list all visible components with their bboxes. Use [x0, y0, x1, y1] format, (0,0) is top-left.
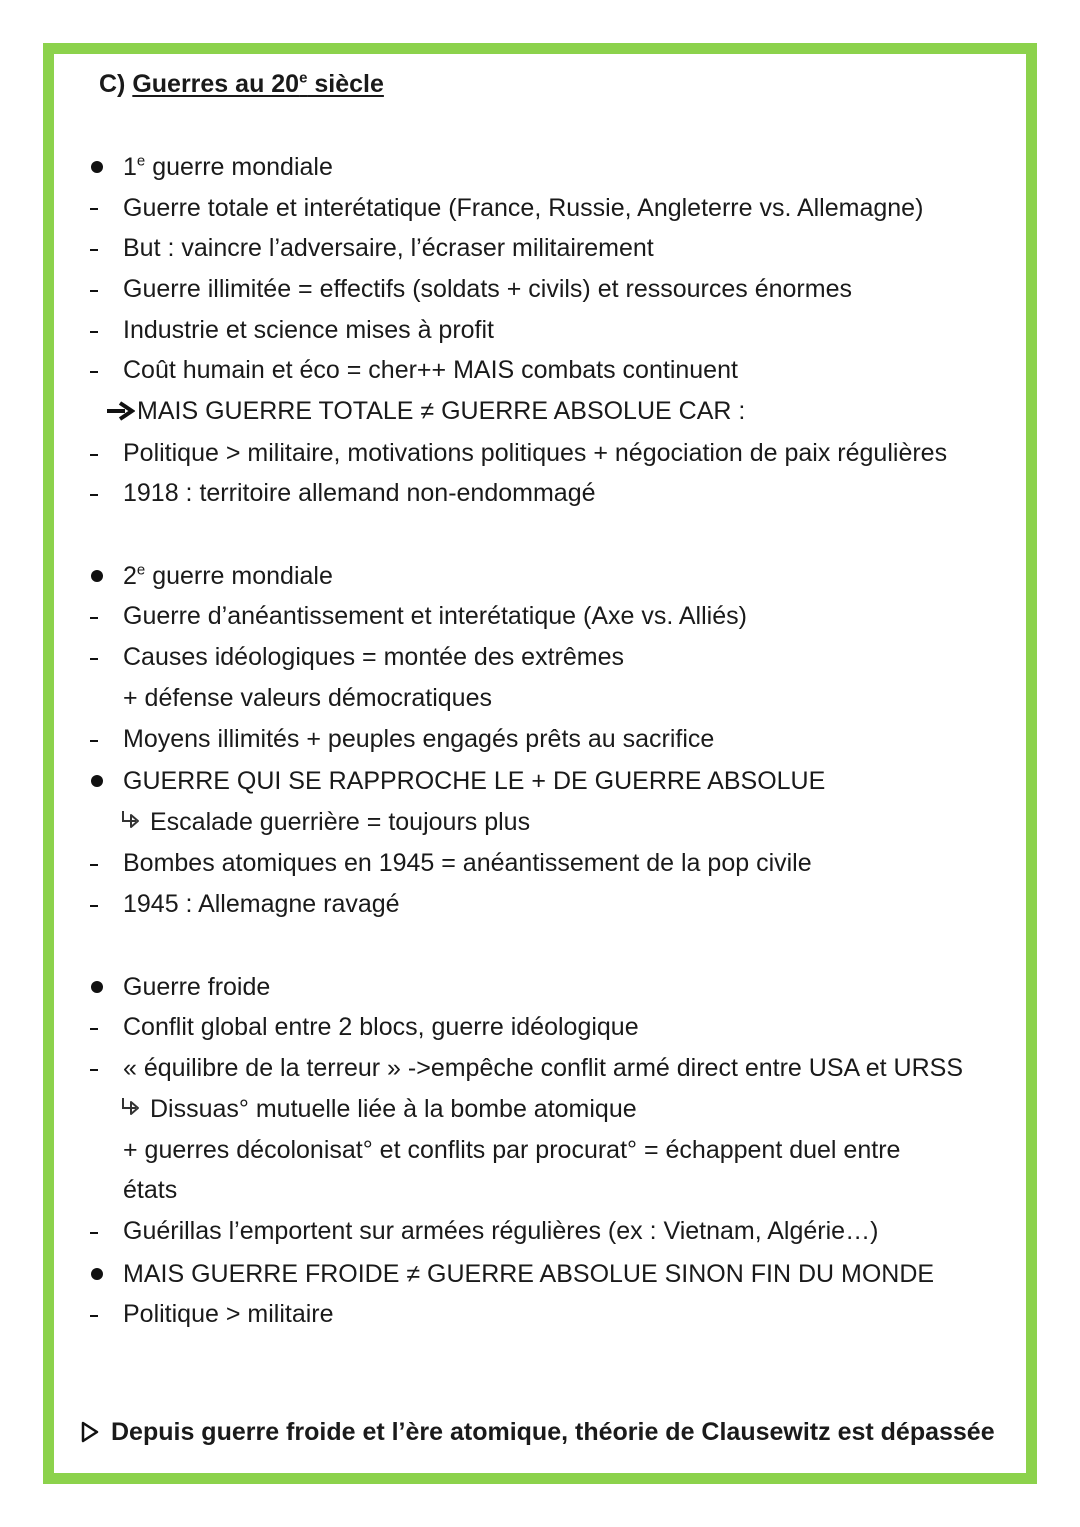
sub-item: Dissuas° mutuelle liée à la bombe atomique	[150, 1095, 637, 1123]
arrow-right-icon	[105, 401, 135, 421]
list-item: Industrie et science mises à profit	[123, 316, 494, 344]
dash-icon	[90, 1315, 98, 1317]
curved-arrow-icon	[119, 809, 143, 833]
dash-icon	[90, 494, 98, 496]
list-item-emphasis: MAIS GUERRE FROIDE ≠ GUERRE ABSOLUE SINON FIN DU MONDE	[123, 1260, 935, 1288]
list-item-continuation: états	[123, 1176, 178, 1204]
list-item: Conflit global entre 2 blocs, guerre idéologique	[123, 1013, 639, 1041]
heading-text2: siècle	[307, 70, 384, 98]
list-item: Guerre illimitée = effectifs (soldats + civils) et ressources énormes	[123, 275, 852, 303]
list-item: Guerre d’anéantissement et interétatique (Axe vs. Alliés)	[123, 602, 747, 630]
cold-title: Guerre froide	[123, 973, 271, 1001]
dash-icon	[90, 1232, 98, 1234]
dash-icon	[90, 331, 98, 333]
bullet-icon	[91, 161, 103, 173]
list-item: Causes idéologiques = montée des extrêmes	[123, 643, 624, 671]
ww2-title-num: 2	[123, 562, 137, 590]
list-item: Politique > militaire	[123, 1300, 334, 1328]
heading-sup: e	[299, 69, 308, 87]
dash-icon	[90, 371, 98, 373]
ww2-title	[123, 559, 333, 593]
ww2-title-rest: guerre mondiale	[145, 562, 333, 590]
dash-icon	[90, 864, 98, 866]
list-item: But : vaincre l’adversaire, l’écraser militairement	[123, 234, 654, 262]
heading-text: Guerres au 20	[132, 70, 300, 98]
dash-icon	[90, 740, 98, 742]
dash-icon	[90, 905, 98, 907]
list-item-emphasis: GUERRE QUI SE RAPPROCHE LE + DE GUERRE ABSOLUE	[123, 767, 826, 795]
dash-icon	[90, 617, 98, 619]
list-item-continuation: + défense valeurs démocratiques	[123, 684, 492, 712]
dash-icon	[90, 1069, 98, 1071]
dash-icon	[90, 454, 98, 456]
list-item: Guerre totale et interétatique (France, Russie, Angleterre vs. Allemagne)	[123, 194, 924, 222]
curved-arrow-icon	[119, 1096, 143, 1120]
ww1-title-num: 1	[123, 153, 137, 181]
bullet-icon	[91, 570, 103, 582]
sub-item: Escalade guerrière = toujours plus	[150, 808, 531, 836]
dash-icon	[90, 290, 98, 292]
ww1-title-sup: e	[136, 152, 146, 170]
list-item: Moyens illimités + peuples engagés prêts au sacrifice	[123, 725, 715, 753]
list-item: Coût humain et éco = cher++ MAIS combats continuent	[123, 356, 738, 384]
bullet-icon	[91, 981, 103, 993]
heading-prefix: C)	[99, 70, 133, 98]
dash-icon	[90, 249, 98, 251]
ww2-title-sup: e	[136, 561, 146, 579]
ww1-title	[123, 150, 333, 184]
dash-icon	[90, 1028, 98, 1030]
list-item: 1945 : Allemagne ravagé	[123, 890, 400, 918]
dash-icon	[90, 658, 98, 660]
list-item: Guérillas l’emportent sur armées régulières (ex : Vietnam, Algérie…)	[123, 1217, 879, 1245]
bullet-icon	[91, 1268, 103, 1280]
bullet-icon	[91, 775, 103, 787]
ww1-title-rest: guerre mondiale	[145, 153, 333, 181]
conclusion: Depuis guerre froide et l’ère atomique, théorie de Clausewitz est dépassée	[111, 1418, 995, 1446]
list-item: « équilibre de la terreur » ->empêche conflit armé direct entre USA et URSS	[123, 1054, 963, 1082]
arrow-statement: MAIS GUERRE TOTALE ≠ GUERRE ABSOLUE CAR :	[137, 397, 746, 425]
heading-title	[132, 70, 384, 98]
dash-icon	[90, 208, 98, 210]
arrowhead-icon	[80, 1421, 100, 1443]
list-item: 1918 : territoire allemand non-endommagé	[123, 479, 596, 507]
list-item: Politique > militaire, motivations politiques + négociation de paix régulières	[123, 439, 948, 467]
section-heading	[99, 67, 384, 101]
list-item-continuation: + guerres décolonisat° et conflits par procurat° = échappent duel entre	[123, 1136, 901, 1164]
list-item: Bombes atomiques en 1945 = anéantissement de la pop civile	[123, 849, 812, 877]
